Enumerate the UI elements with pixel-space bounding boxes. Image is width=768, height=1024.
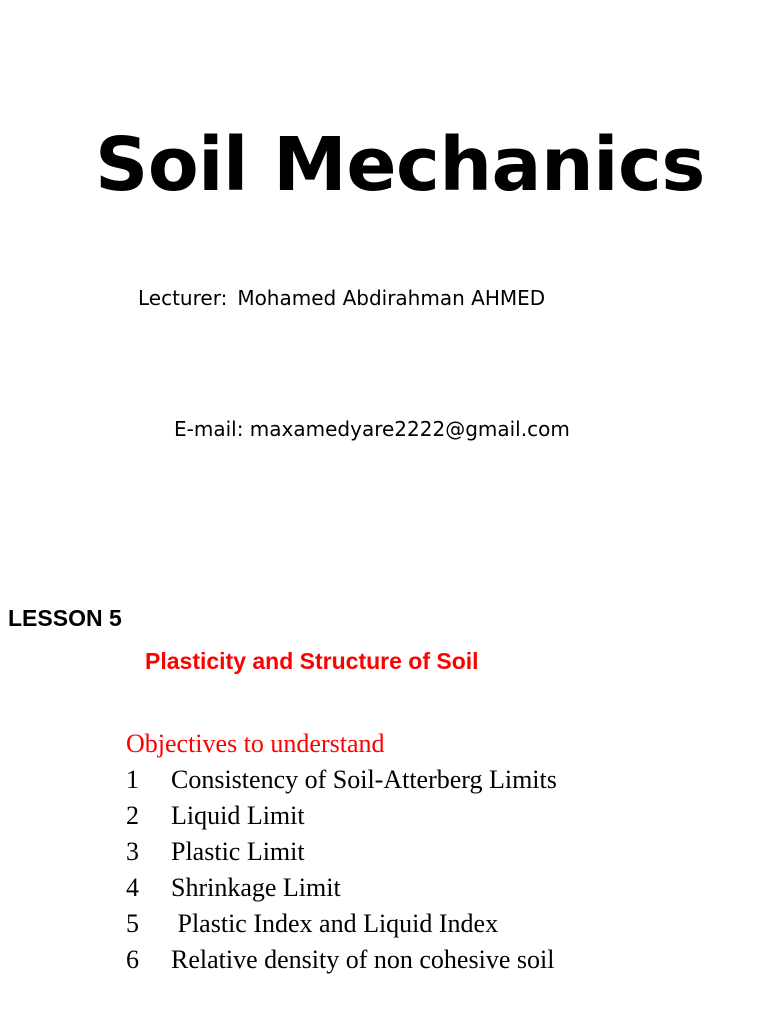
lecturer-label: Lecturer: [138, 286, 228, 310]
email-line: E-mail: maxamedyare2222@gmail.com [174, 417, 570, 441]
objective-number: 5 [126, 909, 139, 938]
objective-item [126, 834, 557, 870]
page-title: Soil Mechanics [95, 122, 705, 208]
objective-text: Relative density of non cohesive soil [171, 945, 555, 974]
lecturer-line [138, 284, 545, 312]
objective-text: Plastic Limit [171, 837, 305, 866]
objective-item [126, 798, 557, 834]
lesson-number: LESSON 5 [8, 605, 122, 631]
lesson-subtitle: Plasticity and Structure of Soil [145, 648, 479, 674]
objective-number: 2 [126, 801, 139, 830]
objective-number: 6 [126, 945, 139, 974]
objective-text: Consistency of Soil-Atterberg Limits [171, 765, 557, 794]
objectives-heading: Objectives to understand [126, 729, 385, 758]
objective-text: Liquid Limit [171, 801, 305, 830]
objectives-list [126, 762, 557, 978]
lecturer-name: Mohamed Abdirahman AHMED [237, 286, 546, 310]
objective-text: Shrinkage Limit [171, 873, 341, 902]
objective-item [126, 762, 557, 798]
objective-number: 3 [126, 837, 139, 866]
objective-item [126, 942, 557, 978]
objective-text: Plastic Index and Liquid Index [171, 909, 499, 938]
objective-item [126, 870, 557, 906]
objective-number: 4 [126, 873, 139, 902]
objective-item [126, 906, 557, 942]
objective-number: 1 [126, 765, 139, 794]
